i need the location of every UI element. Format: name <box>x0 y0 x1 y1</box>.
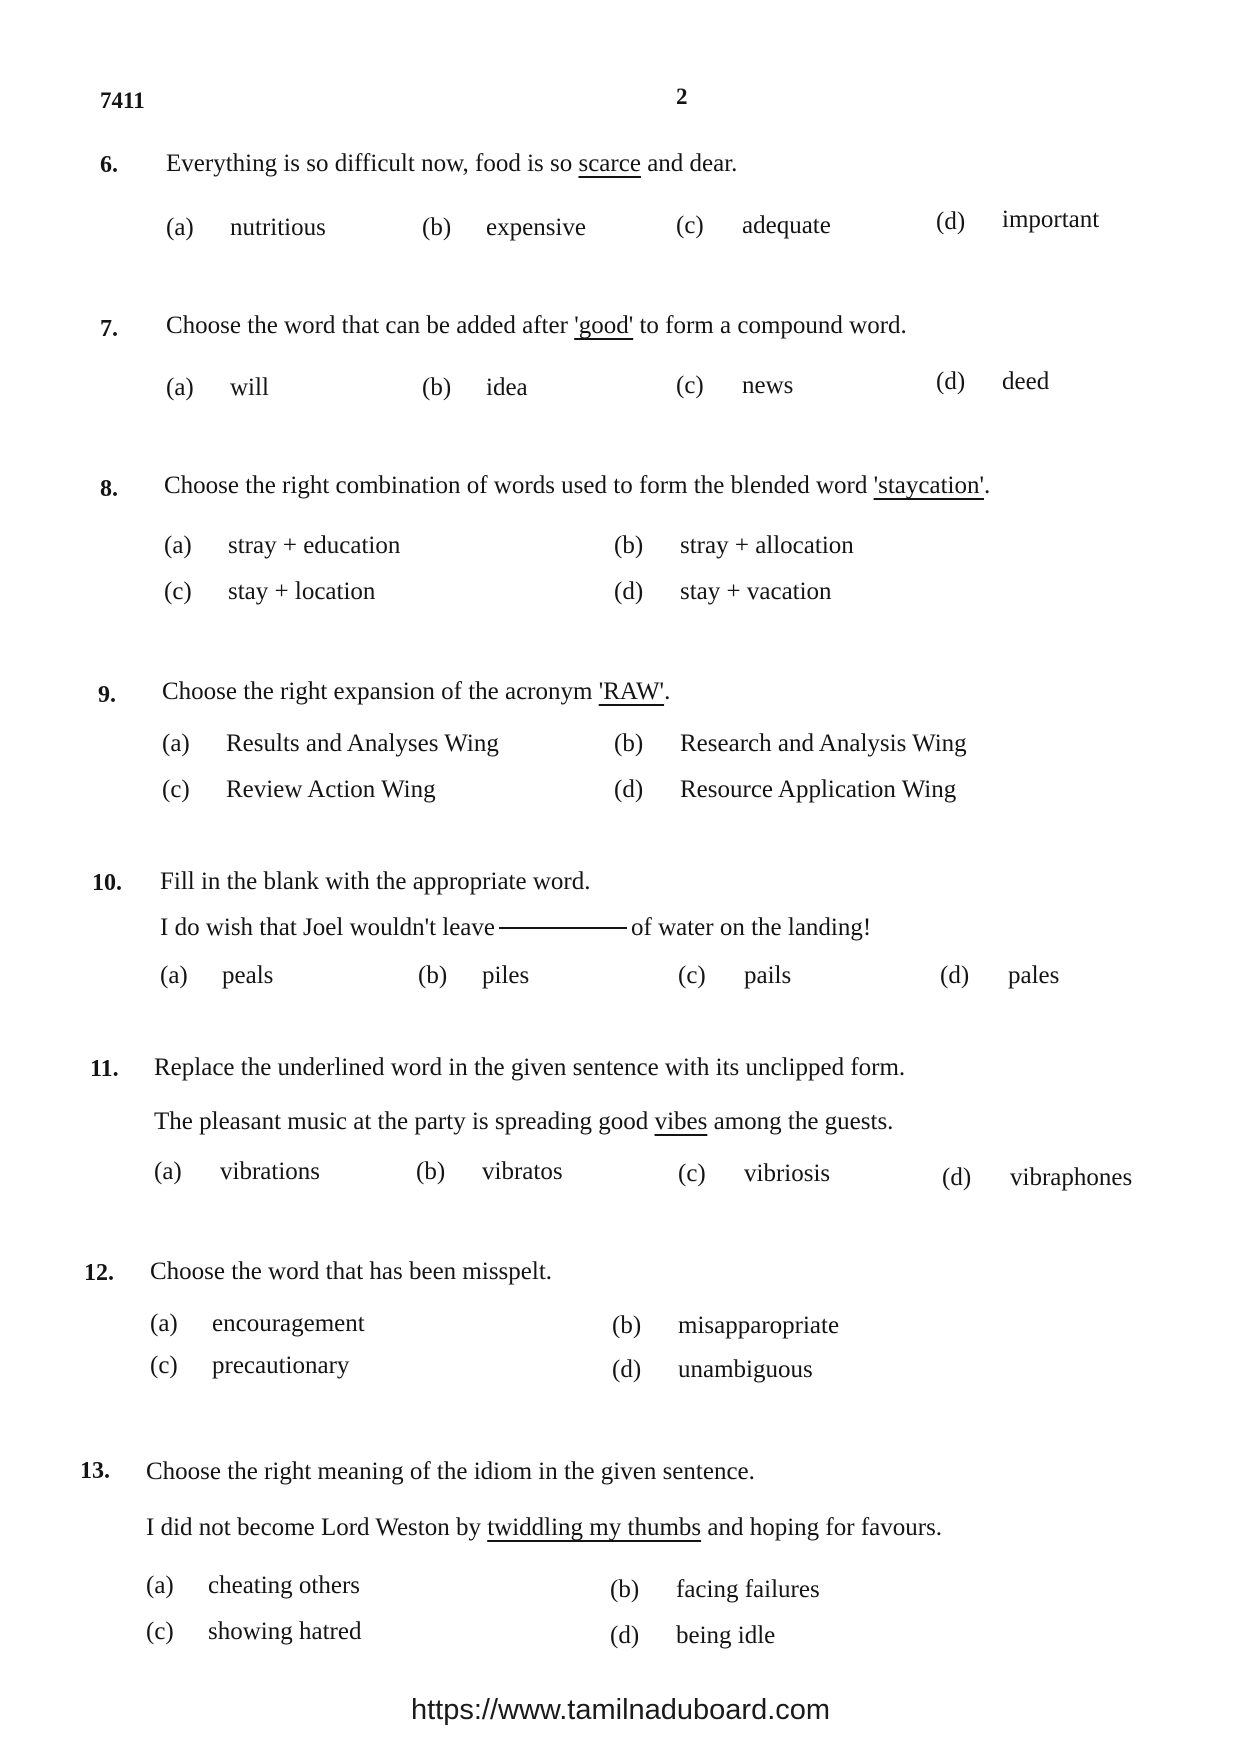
question-sentence: The pleasant music at the party is spreading good vibes among the guests. <box>154 1108 894 1135</box>
option-c-label: (c) <box>164 578 192 605</box>
question-text: Choose the right expansion of the acronym 'RAW'. <box>162 678 671 705</box>
option-d-label: (d) <box>612 1356 642 1383</box>
option-d: unambiguous <box>678 1356 813 1383</box>
option-d-label: (d) <box>942 1164 972 1191</box>
option-b-label: (b) <box>610 1576 640 1603</box>
option-c: showing hatred <box>208 1618 362 1645</box>
question-sentence: I did not become Lord Weston by twiddling my thumbs and hoping for favours. <box>146 1514 943 1541</box>
option-c-label: (c) <box>676 212 704 239</box>
footer-url: https://www.tamilnaduboard.com <box>410 1694 831 1726</box>
option-b: idea <box>486 374 528 401</box>
target-word: scarce <box>578 150 641 177</box>
option-c: precautionary <box>212 1352 350 1379</box>
target-word: 'staycation' <box>873 472 984 499</box>
idiom: twiddling my thumbs <box>487 1514 702 1541</box>
question-number: 11. <box>90 1056 119 1082</box>
option-b: piles <box>482 962 530 989</box>
question-text: Everything is so difficult now, food is so scarce and dear. <box>166 150 738 177</box>
option-a-label: (a) <box>154 1158 182 1185</box>
option-a-label: (a) <box>150 1310 178 1337</box>
question-text: Fill in the blank with the appropriate word. <box>160 868 591 895</box>
option-c-label: (c) <box>146 1618 174 1645</box>
option-b-label: (b) <box>614 532 644 559</box>
option-a: peals <box>222 962 274 989</box>
option-a: encouragement <box>212 1310 365 1337</box>
option-a: cheating others <box>208 1572 361 1599</box>
option-a-label: (a) <box>162 730 190 757</box>
option-d-label: (d) <box>936 208 966 235</box>
option-b: misapparopriate <box>678 1312 840 1339</box>
option-a: Results and Analyses Wing <box>226 730 499 757</box>
option-a-label: (a) <box>166 214 194 241</box>
question-number: 10. <box>92 870 122 896</box>
option-c: stay + location <box>228 578 376 605</box>
question-number: 12. <box>84 1260 114 1286</box>
option-c-label: (c) <box>150 1352 178 1379</box>
option-d: being idle <box>676 1622 776 1649</box>
option-b: facing failures <box>676 1576 820 1603</box>
option-a-label: (a) <box>164 532 192 559</box>
question-number: 6. <box>100 152 118 178</box>
option-d: deed <box>1002 368 1050 395</box>
option-a: stray + education <box>228 532 401 559</box>
question-text: Choose the right meaning of the idiom in the given sentence. <box>146 1458 755 1485</box>
option-c-label: (c) <box>678 1160 706 1187</box>
question-text: Replace the underlined word in the given sentence with its unclipped form. <box>154 1054 906 1081</box>
target-word: vibes <box>654 1108 708 1135</box>
option-d: important <box>1002 206 1100 233</box>
option-b-label: (b) <box>612 1312 642 1339</box>
option-d-label: (d) <box>936 368 966 395</box>
option-a: will <box>230 374 269 401</box>
option-d: vibraphones <box>1010 1164 1133 1191</box>
option-a: vibrations <box>220 1158 320 1185</box>
fill-blank <box>499 927 627 929</box>
option-d-label: (d) <box>610 1622 640 1649</box>
question-sentence: I do wish that Joel wouldn't leave of water on the landing! <box>160 914 872 941</box>
question-number: 7. <box>100 316 118 342</box>
option-b-label: (b) <box>418 962 448 989</box>
option-c: adequate <box>742 212 831 239</box>
option-b: expensive <box>486 214 586 241</box>
option-b-label: (b) <box>422 374 452 401</box>
option-b-label: (b) <box>416 1158 446 1185</box>
option-c: Review Action Wing <box>226 776 436 803</box>
question-text: Choose the right combination of words used to form the blended word 'staycation'. <box>164 472 991 499</box>
question-text: Choose the word that can be added after 'good' to form a compound word. <box>166 312 907 339</box>
option-d-label: (d) <box>614 776 644 803</box>
option-a-label: (a) <box>160 962 188 989</box>
option-a-label: (a) <box>146 1572 174 1599</box>
option-b-label: (b) <box>614 730 644 757</box>
question-number: 8. <box>100 476 118 502</box>
question-text: Choose the word that has been misspelt. <box>150 1258 553 1285</box>
option-b: stray + allocation <box>680 532 854 559</box>
option-b-label: (b) <box>422 214 452 241</box>
option-b: vibratos <box>482 1158 563 1185</box>
option-d: stay + vacation <box>680 578 832 605</box>
question-number: 13. <box>80 1458 110 1484</box>
option-b: Research and Analysis Wing <box>680 730 967 757</box>
option-c: pails <box>744 962 792 989</box>
target-word: 'good' <box>574 312 634 339</box>
paper-code: 7411 <box>100 88 145 113</box>
question-number: 9. <box>98 682 116 708</box>
option-c-label: (c) <box>676 372 704 399</box>
option-c: vibriosis <box>744 1160 831 1187</box>
option-c-label: (c) <box>162 776 190 803</box>
target-word: 'RAW' <box>598 678 665 705</box>
page-number: 2 <box>676 84 688 109</box>
option-d-label: (d) <box>940 962 970 989</box>
option-a-label: (a) <box>166 374 194 401</box>
option-c: news <box>742 372 794 399</box>
option-d: pales <box>1008 962 1060 989</box>
option-c-label: (c) <box>678 962 706 989</box>
option-a: nutritious <box>230 214 326 241</box>
option-d-label: (d) <box>614 578 644 605</box>
option-d: Resource Application Wing <box>680 776 957 803</box>
